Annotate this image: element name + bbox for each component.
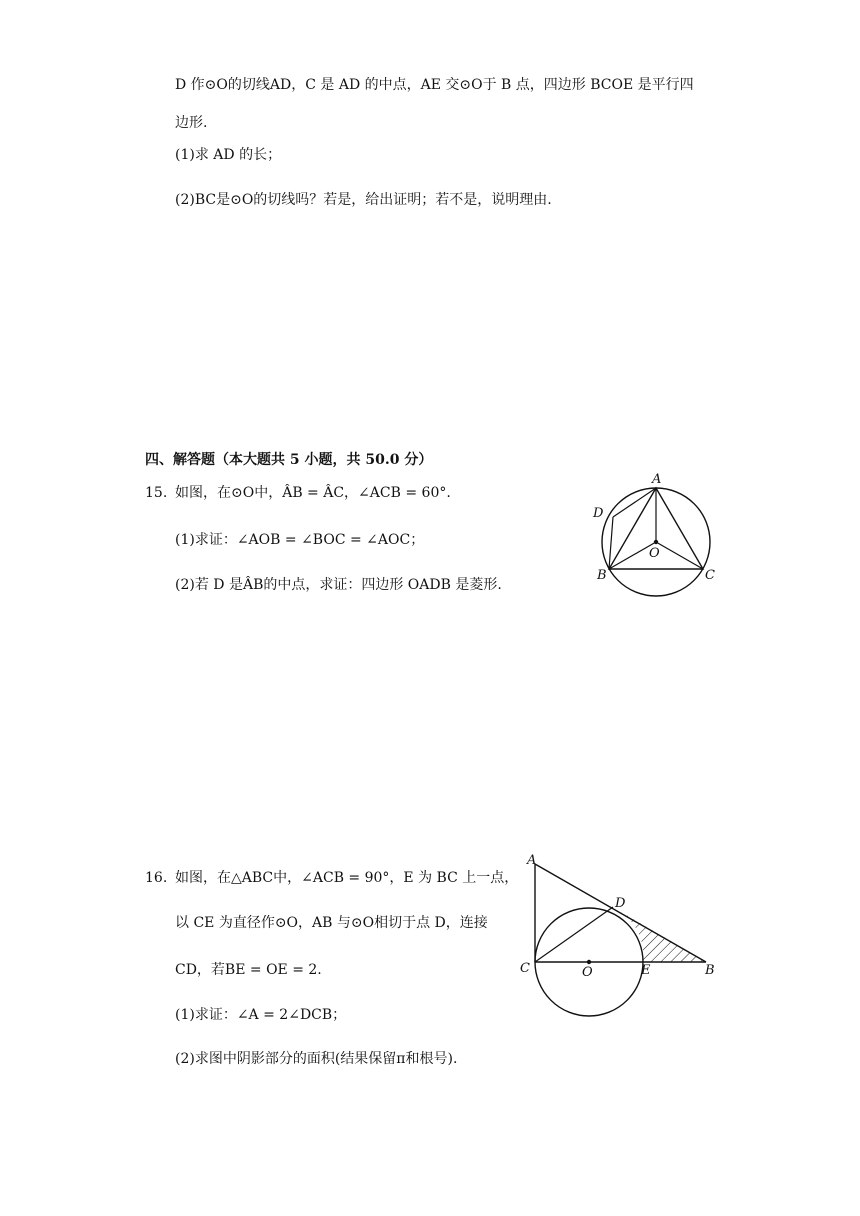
section-heading: 四、解答题（本大题共 5 小题，共 50.0 分）	[145, 452, 433, 468]
problem-16-line-1: 如图，在△ABC中，∠ACB = 90°，E 为 BC 上一点，	[175, 870, 519, 886]
label-b: B	[597, 568, 607, 583]
label-o: O	[649, 546, 660, 561]
problem-16-line-2: 以 CE 为直径作⊙O，AB 与⊙O相切于点 D，连接	[175, 915, 488, 931]
problem-16-line-3: CD，若BE = OE = 2.	[175, 962, 322, 978]
problem-15-stem: 如图，在⊙O中，ÂB = ÂC，∠ACB = 60°.	[175, 485, 451, 501]
problem-16-number: 16.	[145, 870, 168, 886]
prev-problem-question-1: (1)求 AD 的长；	[175, 147, 282, 163]
segment-ab	[535, 864, 706, 962]
center-point	[654, 540, 658, 544]
problem-16-question-1: (1)求证：∠A = 2∠DCB；	[175, 1007, 347, 1023]
segment-cd	[535, 907, 613, 962]
problem-16-question-2: (2)求图中阴影部分的面积(结果保留π和根号).	[175, 1051, 458, 1067]
label-d: D	[615, 896, 626, 911]
label-a: A	[527, 853, 537, 868]
label-d: D	[593, 506, 604, 521]
problem-15-question-1: (1)求证：∠AOB = ∠BOC = ∠AOC；	[175, 532, 425, 548]
label-c: C	[705, 568, 715, 583]
problem-15-figure	[585, 465, 725, 605]
problem-16-figure	[515, 850, 720, 1020]
label-o: O	[582, 965, 593, 980]
problem-15-question-2: (2)若 D 是ÂB的中点，求证：四边形 OADB 是菱形.	[175, 577, 502, 593]
label-e: E	[641, 963, 651, 978]
label-a: A	[652, 472, 662, 487]
prev-problem-line-2: 边形.	[175, 115, 208, 131]
label-c: C	[520, 961, 530, 976]
problem-15-number: 15.	[145, 485, 168, 501]
prev-problem-line-1: D 作⊙O的切线AD，C 是 AD 的中点，AE 交⊙O于 B 点，四边形 BCOE 是平行四	[175, 77, 694, 93]
label-b: B	[705, 963, 715, 978]
prev-problem-question-2: (2)BC是⊙O的切线吗？若是，给出证明；若不是，说明理由.	[175, 192, 552, 208]
center-point	[587, 960, 591, 964]
segment-db	[609, 517, 613, 569]
